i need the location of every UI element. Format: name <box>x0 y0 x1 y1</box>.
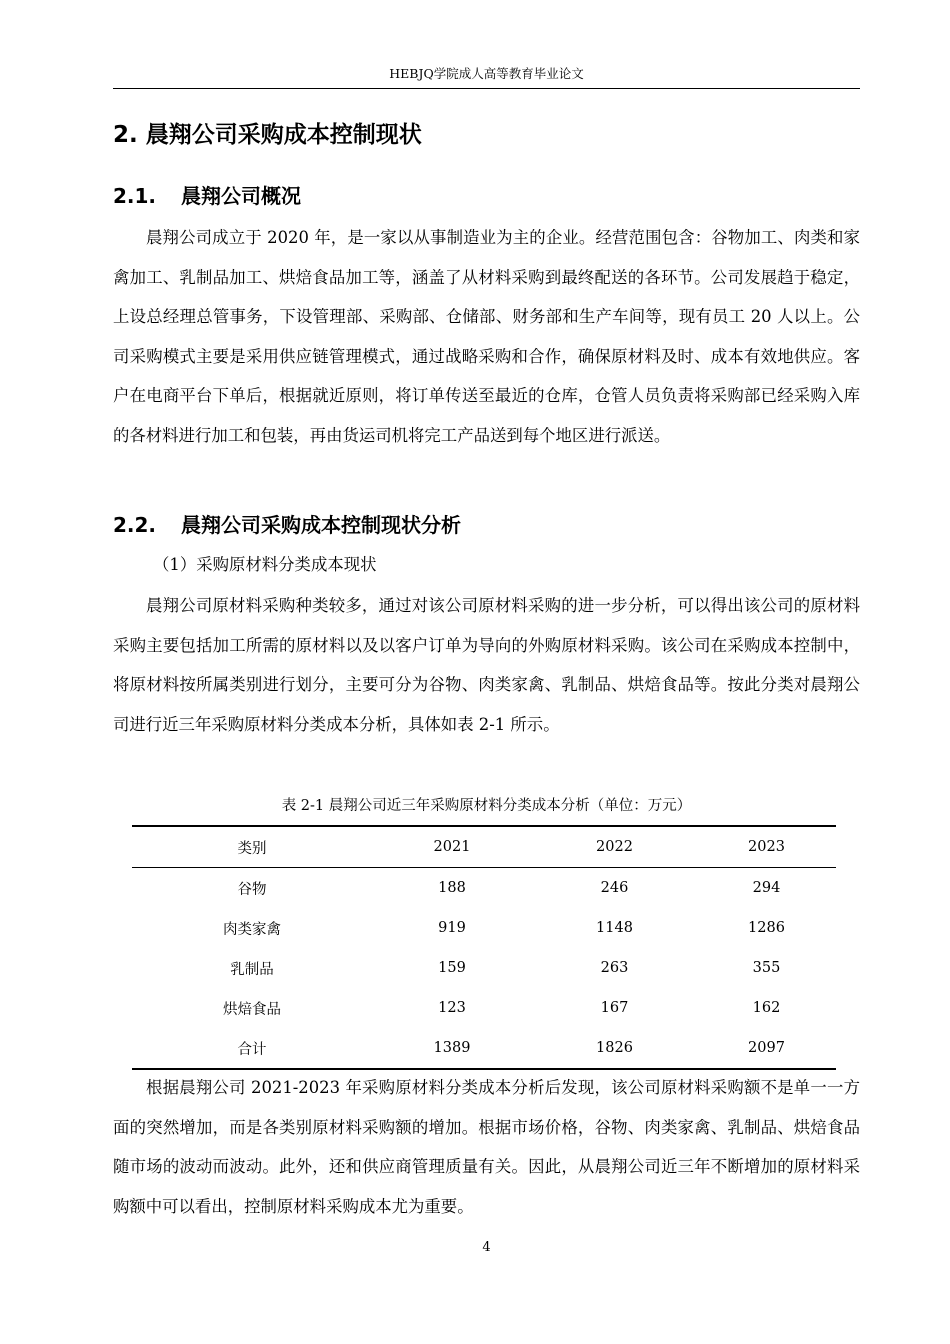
table-cell: 谷物 <box>237 881 267 898</box>
item-heading: （1）采购原材料分类成本现状 <box>153 555 377 574</box>
table-row <box>132 948 836 988</box>
table-cell: 1148 <box>596 920 633 936</box>
table-row <box>132 908 836 948</box>
table-cell: 188 <box>438 880 466 896</box>
analysis-paragraph-2: 根据晨翔公司 2021-2023 年采购原材料分类成本分析后发现，该公司原材料采购额不是单一一方面的突然增加，而是各类别原材料采购额的增加。根据市场价格，谷物、肉类家禽、乳制品、烘焙食品随市场的波动而波动。此外，还和供应商管理质量有关。因此，从晨翔公司近三年不断增加的原材料采购额中可以看出，控制原材料采购成本尤为重要。 <box>113 1078 860 1216</box>
table-cell: 肉类家禽 <box>223 921 281 938</box>
table-caption: 表 2-1 晨翔公司近三年采购原材料分类成本分析（单位：万元） <box>281 798 692 814</box>
table-header-row <box>132 826 836 868</box>
subsection-heading-2-2 <box>113 509 461 538</box>
table-cell: 1826 <box>596 1040 633 1056</box>
table-cell: 162 <box>752 1000 781 1016</box>
section-title: 2. 晨翔公司采购成本控制现状 <box>113 122 422 148</box>
table-cell: 2097 <box>748 1040 785 1056</box>
table-cell: 烘焙食品 <box>223 1001 281 1018</box>
page-number: 4 <box>482 1240 491 1255</box>
table-cell: 乳制品 <box>230 961 274 978</box>
analysis-paragraph-1: 晨翔公司原材料采购种类较多，通过对该公司原材料采购的进一步分析，可以得出该公司的原材料采购主要包括加工所需的原材料以及以客户订单为导向的外购原材料采购。该公司在采购成本控制中，将原材料按所属类别进行划分，主要可分为谷物、肉类家禽、乳制品、烘焙食品等。按此分类对晨翔公司进行近三年采购原材料分类成本分析，具体如表 2-1 所示。 <box>113 596 860 734</box>
subsection-heading-2-1 <box>113 180 301 209</box>
subsection-title: 晨翔公司采购成本控制现状分析 <box>181 513 461 537</box>
subsection-title: 晨翔公司概况 <box>181 184 301 208</box>
table-cell: 355 <box>752 960 781 976</box>
running-header: HEBJQ学院成人高等教育毕业论文 <box>113 64 860 89</box>
subsection-number: 2.2. <box>113 513 157 537</box>
table-cell: 123 <box>438 1000 466 1016</box>
table-cell: 1389 <box>433 1040 471 1056</box>
table-header-cell: 类别 <box>237 840 267 857</box>
table-row <box>132 868 836 909</box>
table-cell: 294 <box>752 880 781 896</box>
cost-analysis-table <box>132 825 836 1070</box>
table-row <box>132 988 836 1028</box>
subsection-number: 2.1. <box>113 184 157 208</box>
table-cell: 919 <box>438 920 466 936</box>
table-cell: 263 <box>600 960 629 976</box>
company-overview-paragraph: 晨翔公司成立于 2020 年，是一家以从事制造业为主的企业。经营范围包含：谷物加工、肉类和家禽加工、乳制品加工、烘焙食品加工等，涵盖了从材料采购到最终配送的各环节。公司发展趋于稳定，上设总经理总管事务，下设管理部、采购部、仓储部、财务部和生产车间等，现有员工 20 人以上。公司采购模式主要是采用供应链管理模式，通过战略采购和合作，确保原材料及时、成本有效地供应。客户在电商平台下单后，根据就近原则，将订单传送至最近的仓库，仓管人员负责将采购部已经采购入库的各材料进行加工和包装，再由货运司机将完工产品送到每个地区进行派送。 <box>113 228 860 445</box>
table-total-row <box>132 1028 836 1069</box>
table-cell: 合计 <box>237 1041 267 1058</box>
table-header-cell: 2022 <box>596 839 633 855</box>
table-cell: 246 <box>600 880 629 896</box>
table-header-cell: 2021 <box>433 839 471 855</box>
table-cell: 1286 <box>748 920 785 936</box>
table-header-cell: 2023 <box>748 839 785 855</box>
table-cell: 167 <box>600 1000 629 1016</box>
table-cell: 159 <box>438 960 466 976</box>
